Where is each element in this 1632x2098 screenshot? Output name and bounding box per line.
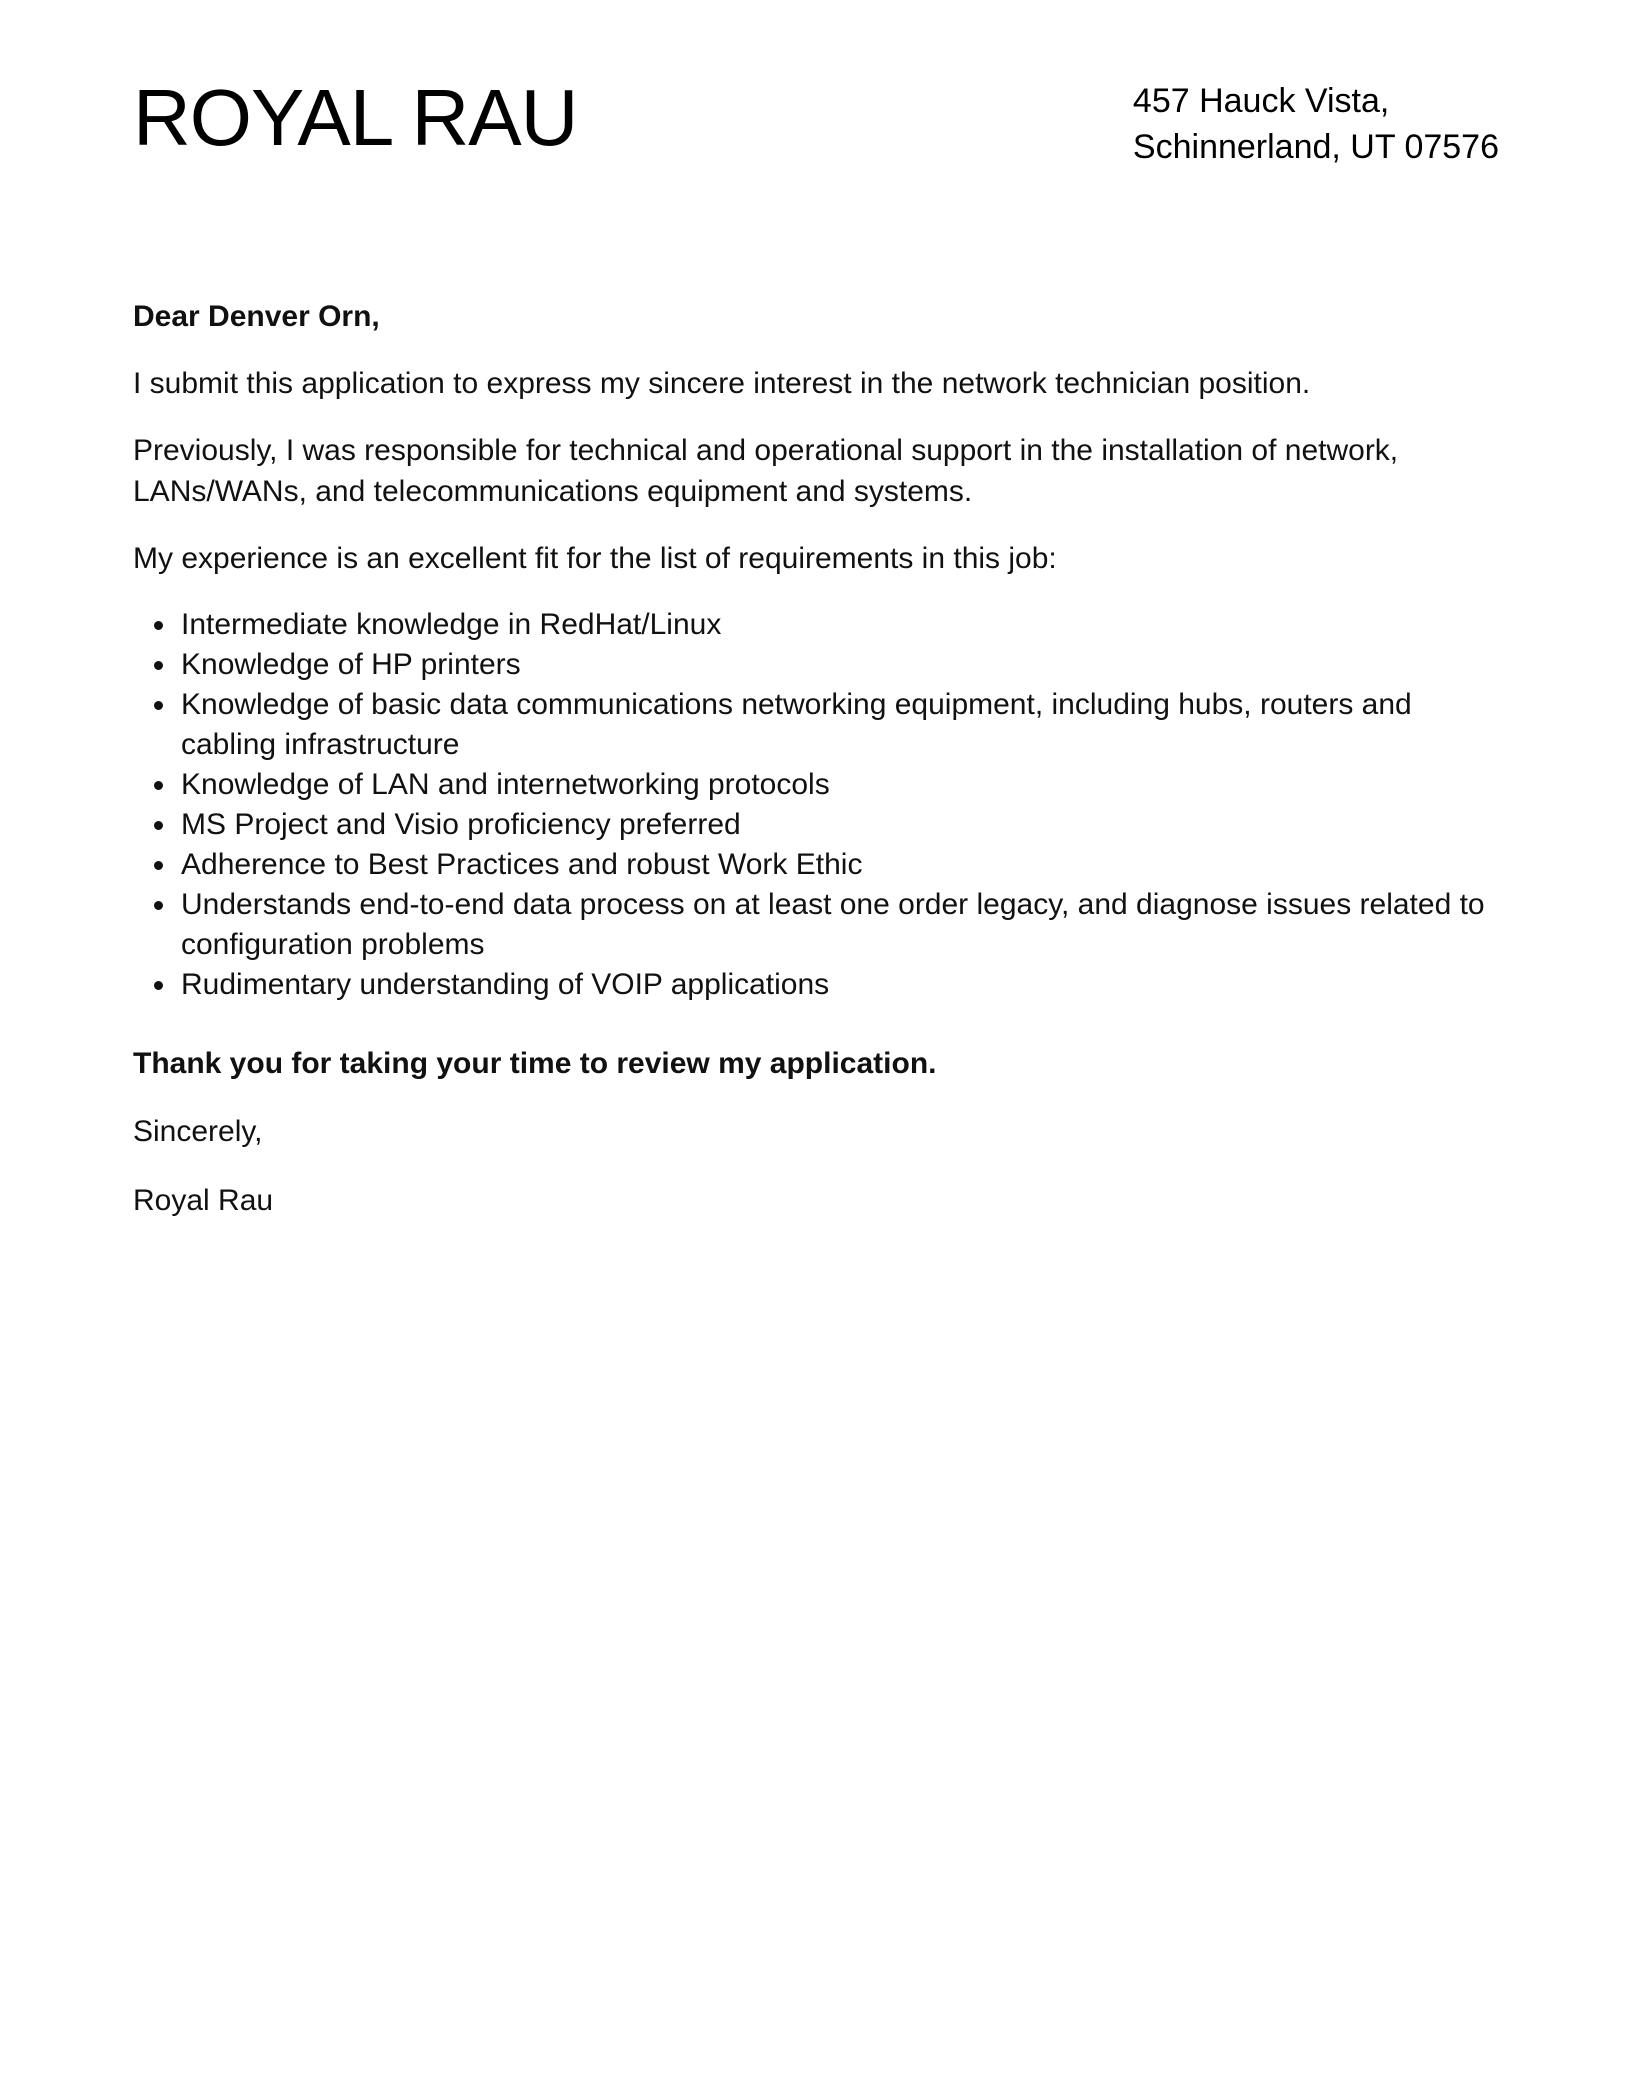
signature-name: Royal Rau (133, 1184, 274, 1217)
requirement-text: Rudimentary understanding of VOIP applications (181, 968, 830, 1001)
bullet-icon (154, 901, 163, 910)
requirement-text: Knowledge of LAN and internetworking protocols (181, 768, 830, 801)
list-item (181, 885, 1499, 965)
greeting: Dear Denver Orn, (133, 300, 380, 333)
letter-body (133, 296, 1499, 1248)
list-item (181, 685, 1499, 765)
list-item (181, 805, 1499, 845)
experience-paragraph: Previously, I was responsible for technical and operational support in the installation of network, LANs/WANs, and telecommunications equipment and systems. (133, 434, 1399, 508)
requirement-text: Adherence to Best Practices and robust Work Ethic (181, 848, 863, 881)
bullet-icon (154, 661, 163, 670)
address-line-1: 457 Hauck Vista, (1132, 82, 1390, 120)
intro-paragraph: I submit this application to express my sincere interest in the network technician position. (133, 367, 1311, 400)
requirements-intro: My experience is an excellent fit for the list of requirements in this job: (133, 542, 1057, 575)
requirements-list (133, 605, 1499, 1005)
bullet-icon (154, 821, 163, 830)
requirement-text: MS Project and Visio proficiency preferred (181, 808, 741, 841)
applicant-address (1133, 78, 1499, 170)
bullet-icon (154, 981, 163, 990)
list-item (181, 845, 1499, 885)
list-item (181, 605, 1499, 645)
bullet-icon (154, 701, 163, 710)
list-item (181, 965, 1499, 1005)
bullet-icon (154, 861, 163, 870)
bullet-icon (154, 781, 163, 790)
letter-header (133, 72, 1499, 192)
thank-you-line: Thank you for taking your time to review my application. (133, 1047, 937, 1080)
requirement-text: Understands end-to-end data process on at least one order legacy, and diagnose issues related to configuration problems (181, 888, 1485, 961)
requirement-text: Knowledge of HP printers (181, 648, 521, 681)
applicant-name: ROYAL RAU (133, 73, 578, 162)
bullet-icon (154, 621, 163, 630)
signoff: Sincerely, (133, 1115, 263, 1148)
requirement-text: Knowledge of basic data communications networking equipment, including hubs, routers and cabling infrastructure (181, 688, 1412, 761)
list-item (181, 645, 1499, 685)
requirement-text: Intermediate knowledge in RedHat/Linux (181, 608, 722, 641)
address-line-2: Schinnerland, UT 07576 (1132, 128, 1499, 166)
list-item (181, 765, 1499, 805)
